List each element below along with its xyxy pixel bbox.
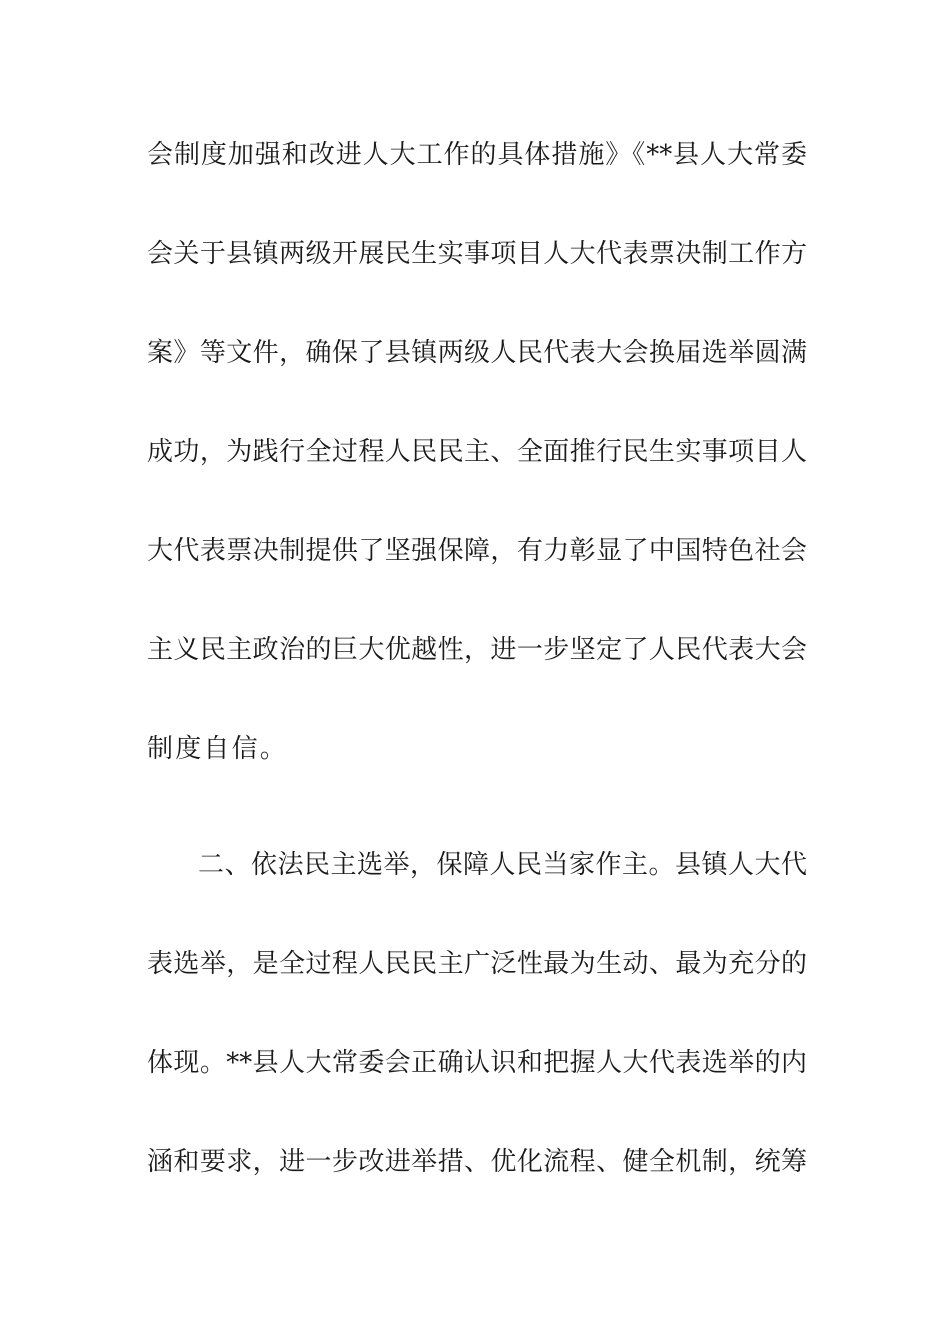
paragraph-line: 大代表票决制提供了坚强保障，有力彰显了中国特色社会 <box>147 536 807 566</box>
paragraph-line: 涵和要求，进一步改进举措、优化流程、健全机制，统筹 <box>147 1147 807 1177</box>
paragraph-line: 主义民主政治的巨大优越性，进一步坚定了人民代表大会 <box>147 635 807 665</box>
paragraph-line: 会制度加强和改进人大工作的具体措施》《**县人大常委 <box>147 140 807 170</box>
paragraph-heading-line: 二、依法民主选举，保障人民当家作主。县镇人大代 <box>198 850 807 880</box>
paragraph-line: 体现。**县人大常委会正确认识和把握人大代表选举的内 <box>147 1048 807 1078</box>
paragraph-line: 表选举，是全过程人民民主广泛性最为生动、最为充分的 <box>147 949 807 979</box>
paragraph-line: 制度自信。 <box>147 734 289 764</box>
paragraph-line: 案》等文件，确保了县镇两级人民代表大会换届选举圆满 <box>147 338 807 368</box>
paragraph-line: 会关于县镇两级开展民生实事项目人大代表票决制工作方 <box>147 239 807 269</box>
paragraph-line: 成功，为践行全过程人民民主、全面推行民生实事项目人 <box>147 437 807 467</box>
